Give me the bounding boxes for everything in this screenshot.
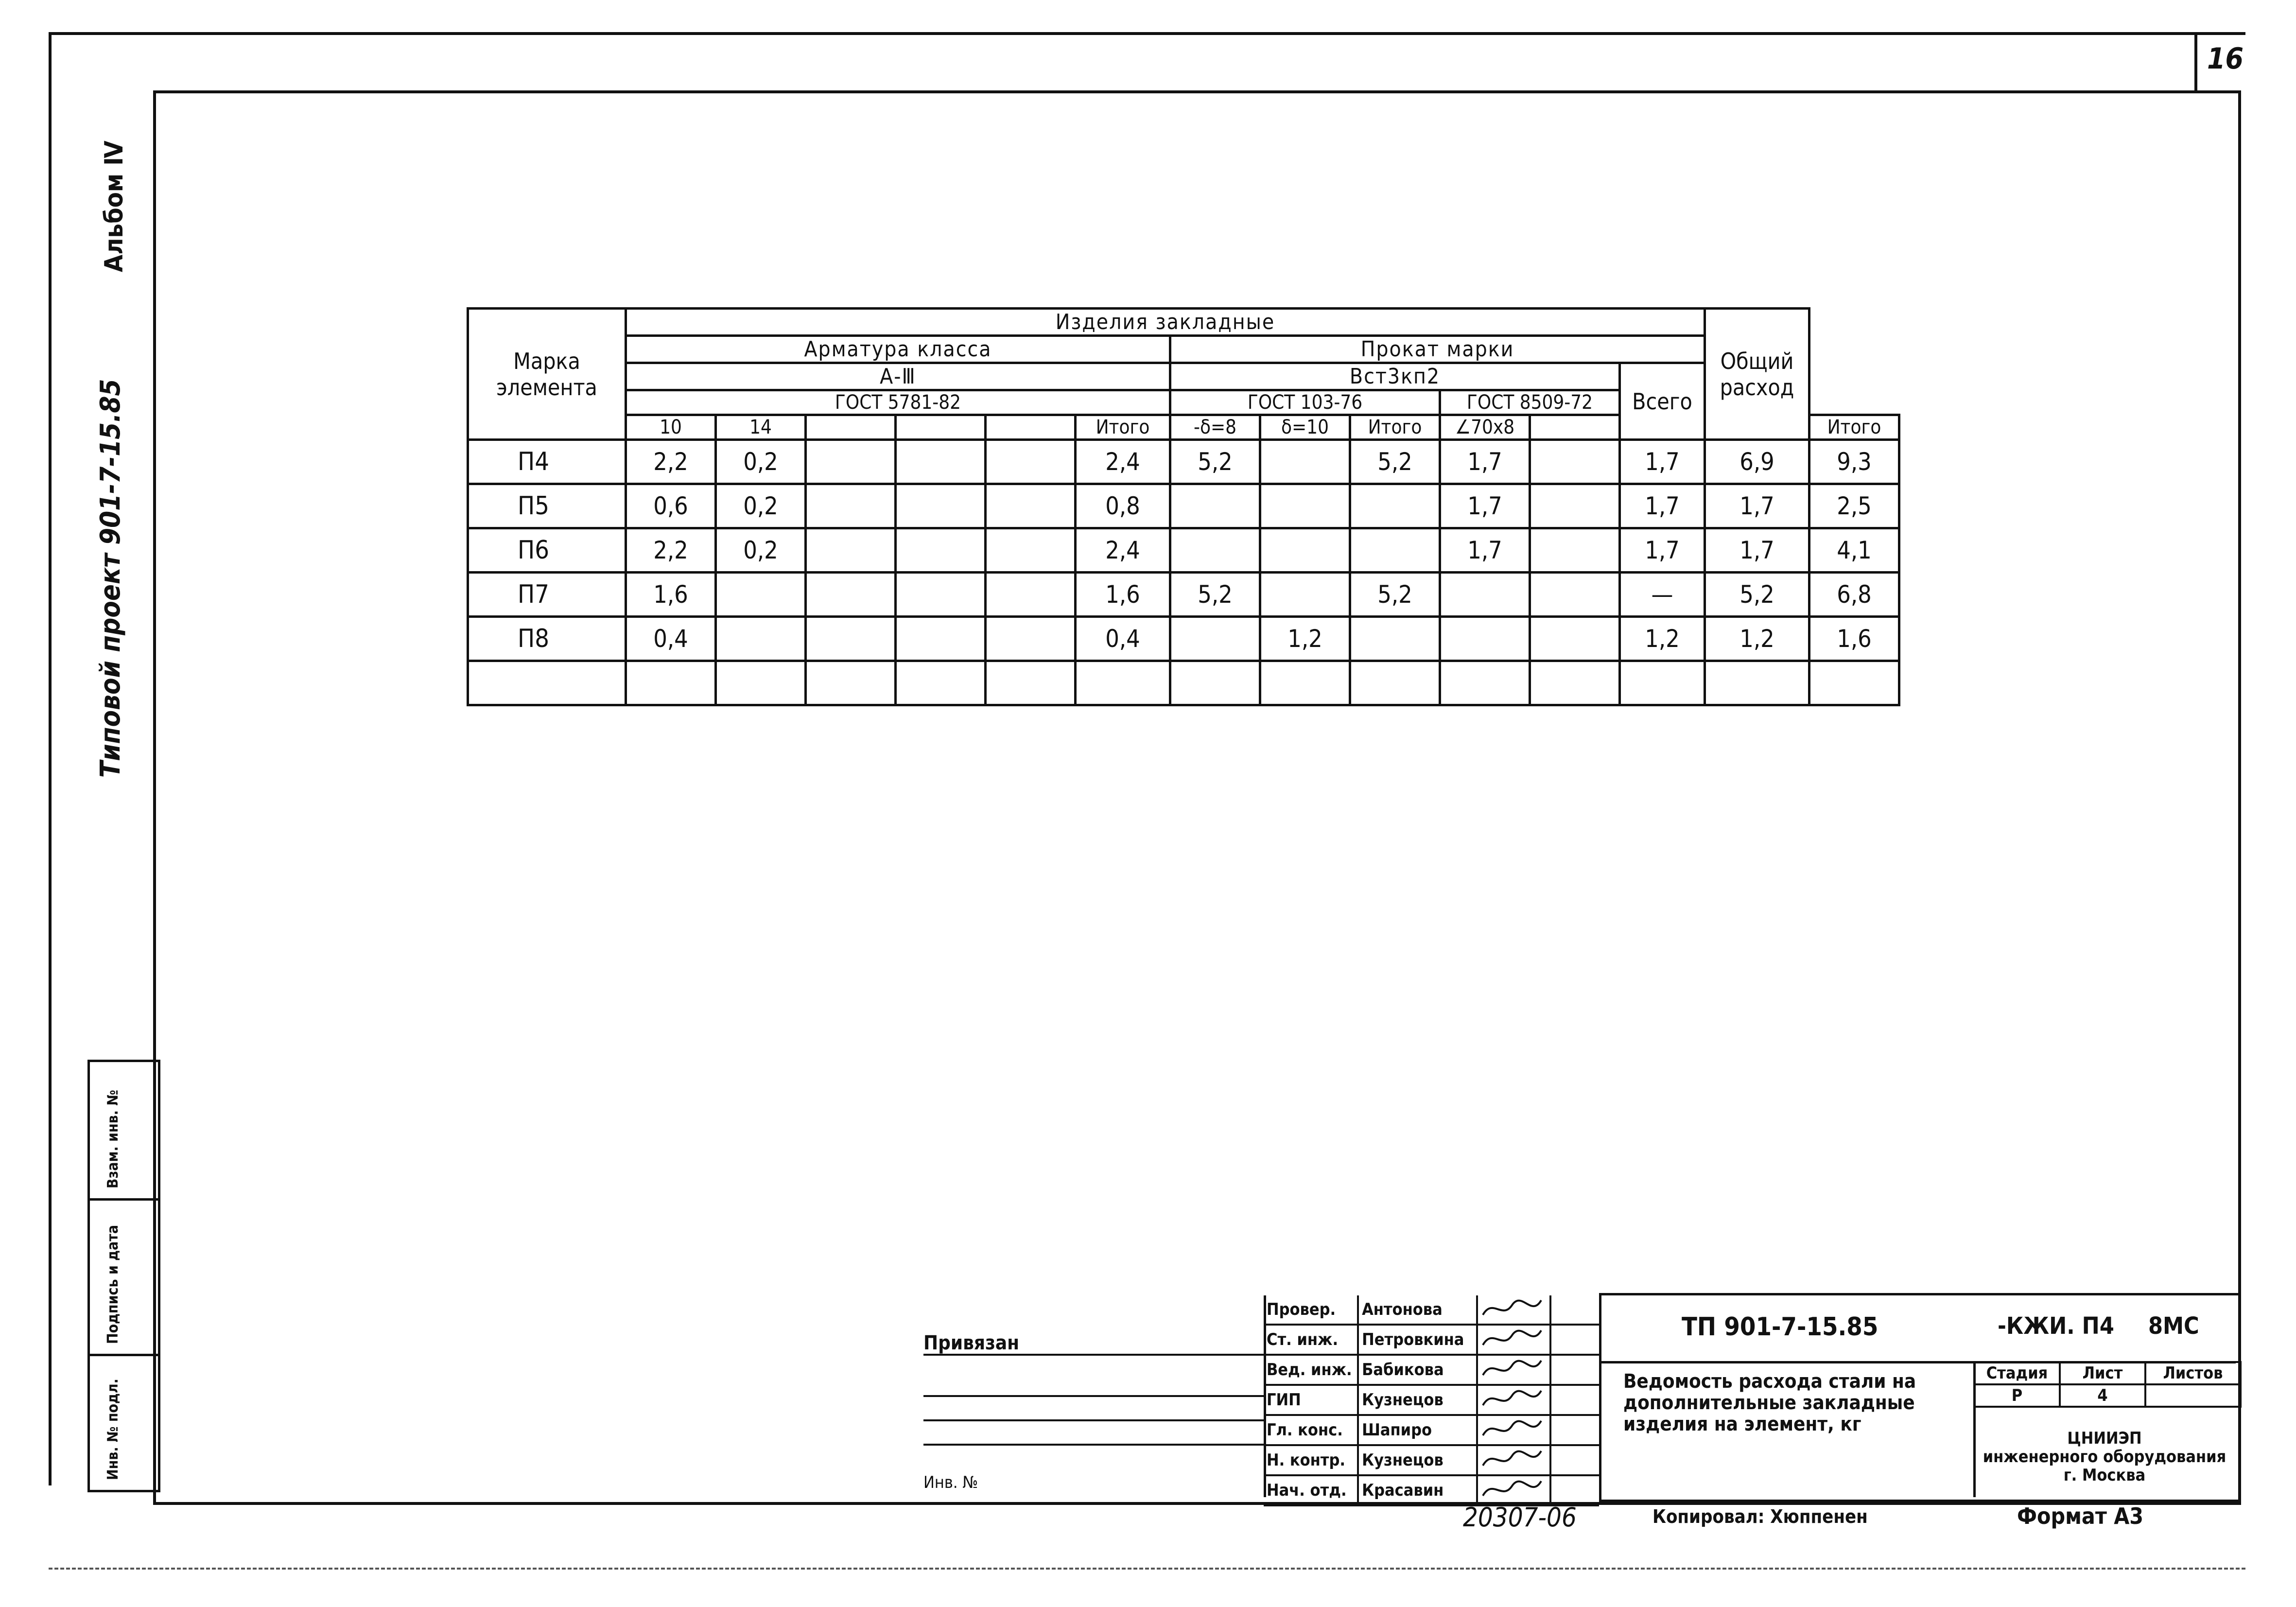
col-obshchiy-header xyxy=(1705,309,1809,440)
table-cell xyxy=(1170,528,1260,573)
row-mark: П6 xyxy=(468,528,626,573)
table-cell: 1,7 xyxy=(1620,484,1705,528)
stage-table xyxy=(1973,1361,2242,1408)
subcolumn-header xyxy=(806,415,896,440)
stadia-value: Р xyxy=(1974,1384,2060,1407)
stamp-date xyxy=(1551,1295,1599,1324)
signature-scribble xyxy=(1478,1326,1546,1352)
steel-consumption-table xyxy=(467,307,1900,706)
table-cell xyxy=(626,661,716,705)
top-border-line xyxy=(49,32,2245,35)
archive-number: 20307-06 xyxy=(1463,1502,1577,1533)
table-cell xyxy=(1530,440,1620,484)
table-cell xyxy=(896,528,986,573)
stamp-row xyxy=(1264,1356,1599,1386)
main-header xyxy=(626,309,1705,336)
signature-scribble xyxy=(1478,1446,1546,1472)
table-cell xyxy=(986,528,1076,573)
armatura-class: А-Ⅲ xyxy=(880,364,916,389)
list-label: Лист xyxy=(2060,1362,2145,1384)
table-row xyxy=(468,617,1899,661)
table-cell xyxy=(1440,661,1530,705)
subcolumn-header: δ=10 xyxy=(1260,415,1350,440)
subcolumn-header: -δ=8 xyxy=(1170,415,1260,440)
org-line-3: г. Москва xyxy=(2063,1466,2146,1485)
table-cell: 2,2 xyxy=(626,440,716,484)
prokat-label: Прокат марки xyxy=(1360,337,1514,362)
stamp-name: Кузнецов xyxy=(1359,1446,1478,1474)
table-cell: 1,7 xyxy=(1620,528,1705,573)
table-cell xyxy=(1350,484,1440,528)
table-cell xyxy=(896,440,986,484)
signature-mark xyxy=(1478,1356,1551,1384)
cut-line xyxy=(49,1568,2245,1570)
signature-scribble xyxy=(1478,1416,1546,1442)
armatura-label: Арматура класса xyxy=(804,337,992,362)
table-cell xyxy=(806,573,896,617)
table-row xyxy=(468,484,1899,528)
privyazan-label: Привязан xyxy=(923,1332,1020,1354)
subcolumn-header xyxy=(896,415,986,440)
table-cell: 0,6 xyxy=(626,484,716,528)
armatura-class-header xyxy=(626,363,1170,390)
main-header-text: Изделия закладные xyxy=(1055,310,1275,334)
prokat-mark-header xyxy=(1170,363,1620,390)
row-mark: П4 xyxy=(468,440,626,484)
table-cell xyxy=(1530,573,1620,617)
document-code: ТП 901-7-15.85 xyxy=(1682,1312,1879,1342)
stamp-date xyxy=(1551,1386,1599,1414)
table-cell: 5,2 xyxy=(1705,573,1809,617)
table-cell: 1,2 xyxy=(1705,617,1809,661)
privyazan-line xyxy=(923,1444,1264,1446)
armatura-header xyxy=(626,336,1170,363)
prokat-gost1-text: ГОСТ 103-76 xyxy=(1247,391,1363,414)
organization xyxy=(1973,1429,2236,1485)
page-number-box xyxy=(2194,32,2246,90)
col-vsego-label: Всего xyxy=(1632,388,1692,415)
table-cell xyxy=(986,661,1076,705)
table-cell xyxy=(716,661,806,705)
row-mark xyxy=(468,661,626,705)
prokat-gost2 xyxy=(1440,390,1620,415)
table-cell: 0,4 xyxy=(626,617,716,661)
side-stamp-divider xyxy=(90,1354,158,1356)
table-cell: 5,2 xyxy=(1170,440,1260,484)
stamp-date xyxy=(1551,1476,1599,1504)
stamp-name: Антонова xyxy=(1359,1295,1478,1324)
org-line-1: ЦНИИЭП xyxy=(2067,1429,2142,1448)
table-cell xyxy=(896,573,986,617)
table-cell xyxy=(1809,661,1899,705)
stamp-row xyxy=(1264,1295,1599,1326)
table-cell: 4,1 xyxy=(1809,528,1899,573)
signature-scribble xyxy=(1478,1295,1546,1322)
stamp-row xyxy=(1264,1446,1599,1476)
table-cell xyxy=(1350,617,1440,661)
armatura-gost xyxy=(626,390,1170,415)
stamp-date xyxy=(1551,1446,1599,1474)
stamp-date xyxy=(1551,1326,1599,1354)
listov-value xyxy=(2145,1384,2241,1407)
stamp-name: Петровкина xyxy=(1359,1326,1478,1354)
list-value: 4 xyxy=(2060,1384,2145,1407)
table-cell xyxy=(1530,661,1620,705)
inv-no-label: Инв. № xyxy=(923,1473,978,1492)
prokat-gost2-text: ГОСТ 8509-72 xyxy=(1466,391,1593,414)
table-cell xyxy=(1440,573,1530,617)
table-cell xyxy=(896,661,986,705)
stamp-role: Гл. конс. xyxy=(1264,1416,1359,1444)
table-cell xyxy=(1260,573,1350,617)
signature-scribble xyxy=(1478,1356,1546,1382)
row-mark: П5 xyxy=(468,484,626,528)
project-label: Типовой проект 901-7-15.85 xyxy=(95,379,126,778)
stamp-role: Н. контр. xyxy=(1264,1446,1359,1474)
table-cell xyxy=(986,440,1076,484)
table-cell: 9,3 xyxy=(1809,440,1899,484)
format-label: Формат А3 xyxy=(2017,1503,2144,1529)
table-cell: 2,4 xyxy=(1076,528,1170,573)
subcolumn-header: Итого xyxy=(1809,415,1899,440)
prokat-gost1 xyxy=(1170,390,1440,415)
col-vsego-header xyxy=(1620,363,1705,440)
table-cell xyxy=(1260,661,1350,705)
stamp-name: Бабикова xyxy=(1359,1356,1478,1384)
sheet-code-2: 8МС xyxy=(2148,1312,2199,1340)
stamp-role: ГИП xyxy=(1264,1386,1359,1414)
table-cell: 1,7 xyxy=(1705,484,1809,528)
side-stamp xyxy=(87,1060,160,1492)
privyazan-line xyxy=(923,1354,1264,1356)
side-stamp-vzam: Взам. инв. № xyxy=(104,1090,122,1188)
sheet-code: -КЖИ. П4 xyxy=(1998,1312,2114,1340)
table-cell: 0,4 xyxy=(1076,617,1170,661)
table-cell xyxy=(1260,528,1350,573)
stamp-row xyxy=(1264,1416,1599,1446)
side-stamp-divider xyxy=(90,1198,158,1201)
col-obshchiy-label: Общий расход xyxy=(1720,348,1794,401)
page-number: 16 xyxy=(2207,42,2244,76)
table-cell xyxy=(716,617,806,661)
signature-scribble xyxy=(1478,1386,1546,1412)
stamp-name: Красавин xyxy=(1359,1476,1478,1504)
table-cell xyxy=(1530,528,1620,573)
stamp-role: Вед. инж. xyxy=(1264,1356,1359,1384)
table-cell xyxy=(716,573,806,617)
table-cell: 0,2 xyxy=(716,440,806,484)
table-cell: 1,7 xyxy=(1705,528,1809,573)
table-cell: 5,2 xyxy=(1350,440,1440,484)
table-cell: 1,2 xyxy=(1260,617,1350,661)
prokat-mark: Вст3кп2 xyxy=(1349,364,1441,389)
subcolumn-header xyxy=(1530,415,1620,440)
prokat-header xyxy=(1170,336,1705,363)
subcolumn-header xyxy=(986,415,1076,440)
row-mark: П8 xyxy=(468,617,626,661)
signature-mark xyxy=(1478,1386,1551,1414)
stamp-name: Шапиро xyxy=(1359,1416,1478,1444)
table-cell xyxy=(1350,528,1440,573)
privyazan-line xyxy=(923,1395,1264,1397)
privyazan-line xyxy=(923,1419,1264,1421)
table-cell xyxy=(1350,661,1440,705)
signature-mark xyxy=(1478,1416,1551,1444)
table-cell xyxy=(1076,661,1170,705)
table-cell xyxy=(1170,484,1260,528)
side-stamp-inv: Инв. № подл. xyxy=(104,1379,122,1480)
signature-mark xyxy=(1478,1295,1551,1324)
table-cell: 2,2 xyxy=(626,528,716,573)
copied-by: Копировал: Хюппенен xyxy=(1652,1506,1868,1527)
table-body xyxy=(468,440,1899,705)
stamp-role: Ст. инж. xyxy=(1264,1326,1359,1354)
table-cell xyxy=(1620,661,1705,705)
table-cell xyxy=(986,617,1076,661)
org-line-2: инженерного оборудования xyxy=(1983,1447,2226,1467)
table-cell: 5,2 xyxy=(1350,573,1440,617)
table-cell: 0,2 xyxy=(716,528,806,573)
listov-label: Листов xyxy=(2145,1362,2241,1384)
signature-mark xyxy=(1478,1446,1551,1474)
table-cell xyxy=(806,440,896,484)
stamp-name: Кузнецов xyxy=(1359,1386,1478,1414)
table-cell xyxy=(806,661,896,705)
stamp-role: Нач. отд. xyxy=(1264,1476,1359,1504)
table-cell xyxy=(806,484,896,528)
subcolumn-header: 10 xyxy=(626,415,716,440)
table-cell xyxy=(1260,440,1350,484)
table-cell xyxy=(896,484,986,528)
table-cell: 1,7 xyxy=(1440,528,1530,573)
table-cell: 5,2 xyxy=(1170,573,1260,617)
table-row xyxy=(468,528,1899,573)
table-cell: 0,2 xyxy=(716,484,806,528)
table-cell xyxy=(1530,484,1620,528)
table-cell xyxy=(896,617,986,661)
table-cell xyxy=(1440,617,1530,661)
left-border-line xyxy=(49,32,52,1485)
table-cell: 1,7 xyxy=(1440,440,1530,484)
signature-mark xyxy=(1478,1326,1551,1354)
table-cell xyxy=(806,528,896,573)
table-row xyxy=(468,661,1899,705)
table-cell xyxy=(806,617,896,661)
table-cell: 1,6 xyxy=(1809,617,1899,661)
table-cell: 0,8 xyxy=(1076,484,1170,528)
table-row xyxy=(468,573,1899,617)
table-cell xyxy=(986,484,1076,528)
row-mark: П7 xyxy=(468,573,626,617)
signature-mark xyxy=(1478,1476,1551,1504)
table-cell: 2,4 xyxy=(1076,440,1170,484)
table-cell xyxy=(986,573,1076,617)
table-cell xyxy=(1170,617,1260,661)
table-cell: 1,7 xyxy=(1440,484,1530,528)
stamp-row xyxy=(1264,1386,1599,1416)
album-label: Альбом Ⅳ xyxy=(100,140,129,272)
table-cell: 1,6 xyxy=(1076,573,1170,617)
document-title: Ведомость расхода стали на дополнительные закладные изделия на элемент, кг xyxy=(1623,1370,1916,1435)
stadia-label: Стадия xyxy=(1974,1362,2060,1384)
table-cell: 1,2 xyxy=(1620,617,1705,661)
stamp-date xyxy=(1551,1416,1599,1444)
col-marka-header xyxy=(468,309,626,440)
table-cell: — xyxy=(1620,573,1705,617)
subcolumn-header: Итого xyxy=(1350,415,1440,440)
col-marka-label: Марка элемента xyxy=(496,348,597,401)
stamp-date xyxy=(1551,1356,1599,1384)
stamp-row xyxy=(1264,1326,1599,1356)
table-cell xyxy=(1705,661,1809,705)
armatura-gost-text: ГОСТ 5781-82 xyxy=(835,391,961,414)
stamp-role: Провер. xyxy=(1264,1295,1359,1324)
table-cell xyxy=(1260,484,1350,528)
table-cell: 6,9 xyxy=(1705,440,1809,484)
subcolumn-header: Итого xyxy=(1076,415,1170,440)
table-cell: 2,5 xyxy=(1809,484,1899,528)
table-cell xyxy=(1170,661,1260,705)
table-cell xyxy=(1530,617,1620,661)
side-stamp-podpis: Подпись и дата xyxy=(104,1224,122,1344)
signature-scribble xyxy=(1478,1476,1546,1502)
subcolumn-header: ∠70x8 xyxy=(1440,415,1530,440)
table-cell: 1,6 xyxy=(626,573,716,617)
table-cell: 6,8 xyxy=(1809,573,1899,617)
subcolumn-header: 14 xyxy=(716,415,806,440)
table-cell: 1,7 xyxy=(1620,440,1705,484)
signature-stamp xyxy=(1264,1295,1599,1506)
table-row xyxy=(468,440,1899,484)
